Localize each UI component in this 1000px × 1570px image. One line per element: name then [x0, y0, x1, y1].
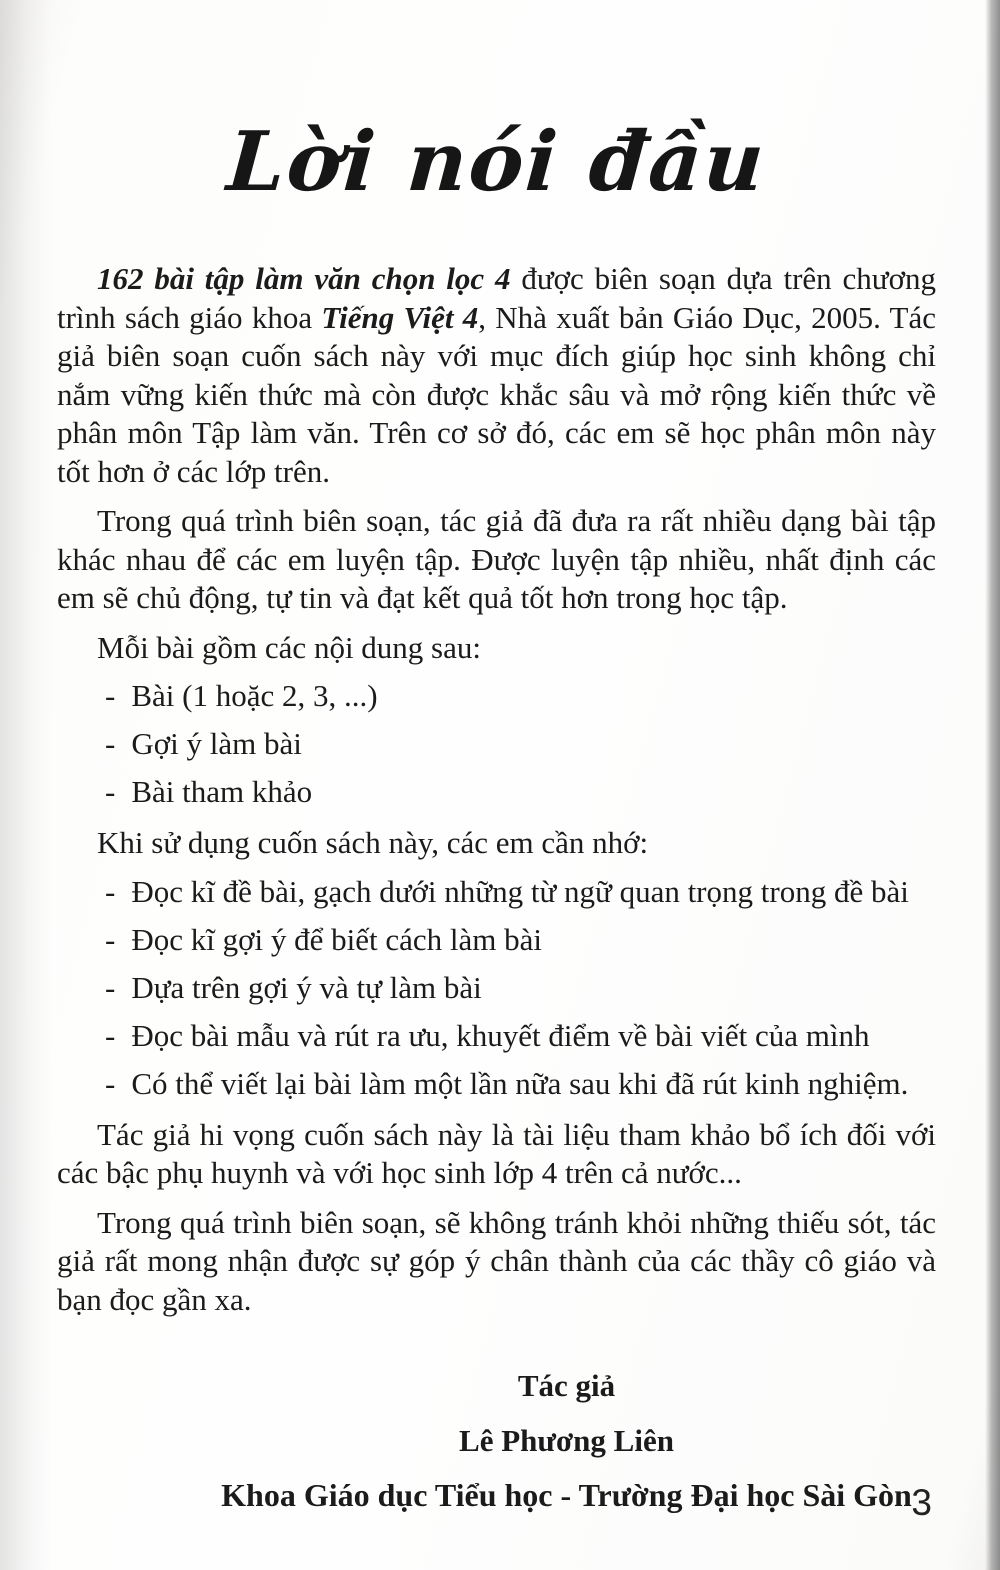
list-item — [57, 674, 936, 717]
signature-block — [127, 1367, 1000, 1515]
paragraph-intro-2: Trong quá trình biên soạn, tác giả đã đưa ra rất nhiều dạng bài tập khác nhau để các em luyện tập. Được luyện tập nhiều, nhất định các em sẽ chủ động, tự tin và đạt kết quả tốt hơn trong học tập. — [57, 503, 936, 615]
paragraph-intro-1-tail: , Nhà xuất bản Giáo Dục, 2005. Tác giả biên soạn cuốn sách này với mục đích giúp học sinh không chỉ nắm vững kiến thức mà còn được khắc sâu và mở rộng kiến thức về phân môn Tập làm văn. Trên cơ sở đó, các em sẽ học phân môn này tốt hơn ở các lớp trên. — [57, 299, 937, 489]
scan-left-shadow — [0, 0, 52, 1570]
dash-bullet: - — [105, 921, 116, 957]
list-item-text: Dựa trên gợi ý và tự làm bài — [131, 969, 482, 1005]
dash-bullet: - — [105, 873, 116, 909]
signature-author-name: Lê Phương Liên — [459, 1423, 674, 1458]
list-item — [57, 918, 936, 961]
list-item — [57, 1014, 936, 1057]
paragraph-intro-1 — [57, 260, 936, 491]
dash-bullet: - — [105, 726, 116, 761]
list-item — [57, 722, 936, 765]
page-number: 3 — [911, 1482, 932, 1523]
list-item-text: Có thể viết lại bài làm một lần nữa sau khi đã rút kinh nghiệm. — [131, 1065, 909, 1101]
textbook-title: Tiếng Việt 4 — [321, 299, 479, 335]
signature-role: Tác giả — [517, 1368, 616, 1403]
contents-section-intro: Mỗi bài gồm các nội dung sau: — [97, 629, 481, 665]
list-item-text: Đọc kĩ gợi ý để biết cách làm bài — [131, 921, 542, 957]
list-item-text: Bài (1 hoặc 2, 3, ...) — [131, 678, 378, 713]
scan-right-edge-band — [985, 0, 1000, 1570]
list-item — [57, 770, 936, 813]
dash-bullet: - — [105, 969, 116, 1005]
dash-bullet: - — [105, 1065, 116, 1101]
list-item-text: Đọc bài mẫu và rút ra ưu, khuyết điểm về bài viết của mình — [131, 1017, 870, 1053]
dash-bullet: - — [105, 774, 116, 809]
paragraph-closing-2: Trong quá trình biên soạn, sẽ không tránh khỏi những thiếu sót, tác giả rất mong nhận được sự góp ý chân thành của các thầy cô giáo và bạn đọc gần xa. — [57, 1204, 936, 1317]
list-item — [57, 1062, 936, 1105]
signature-affiliation: Khoa Giáo dục Tiểu học - Trường Đại học Sài Gòn — [221, 1477, 912, 1513]
list-item-text: Bài tham khảo — [131, 774, 313, 809]
usage-section-intro: Khi sử dụng cuốn sách này, các em cần nhớ: — [97, 825, 649, 860]
dash-bullet: - — [105, 1017, 116, 1053]
page-title: Lời nói đầu — [224, 114, 769, 210]
page-content — [57, 0, 936, 1515]
list-item-text: Gợi ý làm bài — [131, 726, 302, 761]
dash-bullet: - — [105, 678, 116, 713]
list-item-text: Đọc kĩ đề bài, gạch dưới những từ ngữ quan trọng trong đề bài — [131, 873, 909, 909]
list-item — [57, 966, 936, 1009]
book-title-lead: 162 bài tập làm văn chọn lọc 4 — [97, 261, 511, 296]
body-text — [57, 260, 936, 1515]
paragraph-intro-1-mid: được biên soạn dựa trên chương trình sách giáo khoa — [57, 261, 936, 335]
usage-list — [57, 870, 936, 1105]
paragraph-closing-1: Tác giả hi vọng cuốn sách này là tài liệu tham khảo bổ ích đối với các bậc phụ huynh và với học sinh lớp 4 trên cả nước... — [57, 1116, 936, 1190]
contents-list — [57, 674, 936, 813]
list-item — [57, 870, 936, 913]
